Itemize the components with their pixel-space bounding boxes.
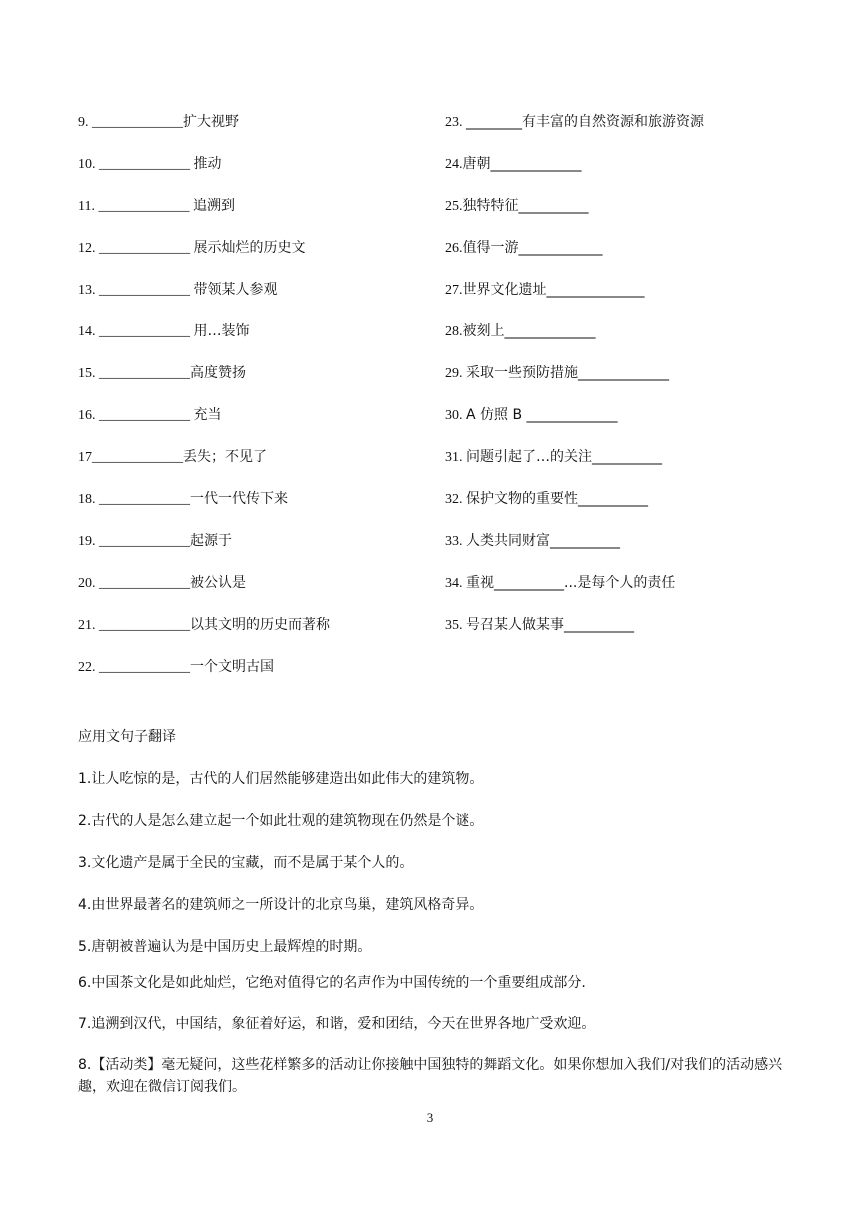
translation-sentence: 3.文化遗产是属于全民的宝藏，而不是属于某个人的。 bbox=[78, 855, 414, 871]
vocab-item: 10. _____________ 推动 bbox=[78, 155, 222, 172]
left-vocab-list bbox=[78, 112, 418, 698]
translation-sentence: 8.【活动类】毫无疑问，这些花样繁多的活动让你接触中国独特的舞蹈文化。如果你想加入我们/对我们的活动感兴趣，欢迎在微信订阅我们。 bbox=[78, 1057, 783, 1095]
vocab-item: 13. _____________ 带领某人参观 bbox=[78, 281, 278, 298]
vocab-item: 32. 保护文物的重要性__________ bbox=[445, 491, 648, 508]
translation-sentence: 2.古代的人是怎么建立起一个如此壮观的建筑物现在仍然是个谜。 bbox=[78, 813, 484, 829]
vocab-item: 34. 重视__________...是每个人的责任 bbox=[445, 574, 676, 591]
vocab-item: 26.值得一游____________ bbox=[445, 239, 603, 256]
section-title: 应用文句子翻译 bbox=[78, 729, 176, 745]
translation-sentence: 4.由世界最著名的建筑师之一所设计的北京鸟巢，建筑风格奇异。 bbox=[78, 897, 484, 913]
vocab-item: 9. _____________扩大视野 bbox=[78, 114, 239, 130]
vocab-item: 15. _____________高度赞扬 bbox=[78, 365, 246, 382]
vocab-item: 14. _____________ 用…装饰 bbox=[78, 323, 250, 340]
vocab-item: 29. 采取一些预防措施_____________ bbox=[445, 365, 669, 382]
vocab-item: 33. 人类共同财富__________ bbox=[445, 532, 620, 549]
vocab-item: 21. _____________以其文明的历史而著称 bbox=[78, 616, 330, 633]
translation-sentence: 7.追溯到汉代，中国结，象征着好运，和谐，爱和团结，今天在世界各地广受欢迎。 bbox=[78, 1016, 596, 1032]
page-number: 3 bbox=[426, 1110, 434, 1125]
translation-sentence: 5.唐朝被普遍认为是中国历史上最辉煌的时期。 bbox=[78, 939, 372, 955]
vocab-item: 24.唐朝_____________ bbox=[445, 155, 582, 172]
right-vocab-list bbox=[445, 112, 825, 657]
vocab-item: 16. _____________ 充当 bbox=[78, 407, 222, 424]
vocab-item: 30. A 仿照 B _____________ bbox=[445, 407, 618, 424]
vocab-item: 31. 问题引起了…的关注__________ bbox=[445, 449, 662, 466]
vocab-item: 11. _____________ 追溯到 bbox=[78, 197, 235, 214]
vocab-item: 18. _____________一代一代传下来 bbox=[78, 491, 288, 508]
vocab-item: 17_____________丢失；不见了 bbox=[78, 449, 267, 466]
vocab-item: 28.被刻上_____________ bbox=[445, 323, 596, 340]
vocab-item: 25.独特特征__________ bbox=[445, 197, 589, 214]
vocab-item: 35. 号召某人做某事__________ bbox=[445, 616, 634, 633]
vocab-item: 20. _____________被公认是 bbox=[78, 574, 246, 591]
vocab-item: 23. ________有丰富的自然资源和旅游资源 bbox=[445, 114, 704, 130]
vocab-item: 19. _____________起源于 bbox=[78, 532, 232, 549]
vocab-item: 12. _____________ 展示灿烂的历史文 bbox=[78, 239, 306, 256]
translation-sentence: 1.让人吃惊的是，古代的人们居然能够建造出如此伟大的建筑物。 bbox=[78, 771, 484, 787]
vocab-item: 22. _____________一个文明古国 bbox=[78, 658, 274, 675]
translation-sentence: 6.中国茶文化是如此灿烂，它绝对值得它的名声作为中国传统的一个重要组成部分. bbox=[78, 975, 586, 991]
vocab-item: 27.世界文化遗址______________ bbox=[445, 281, 645, 298]
